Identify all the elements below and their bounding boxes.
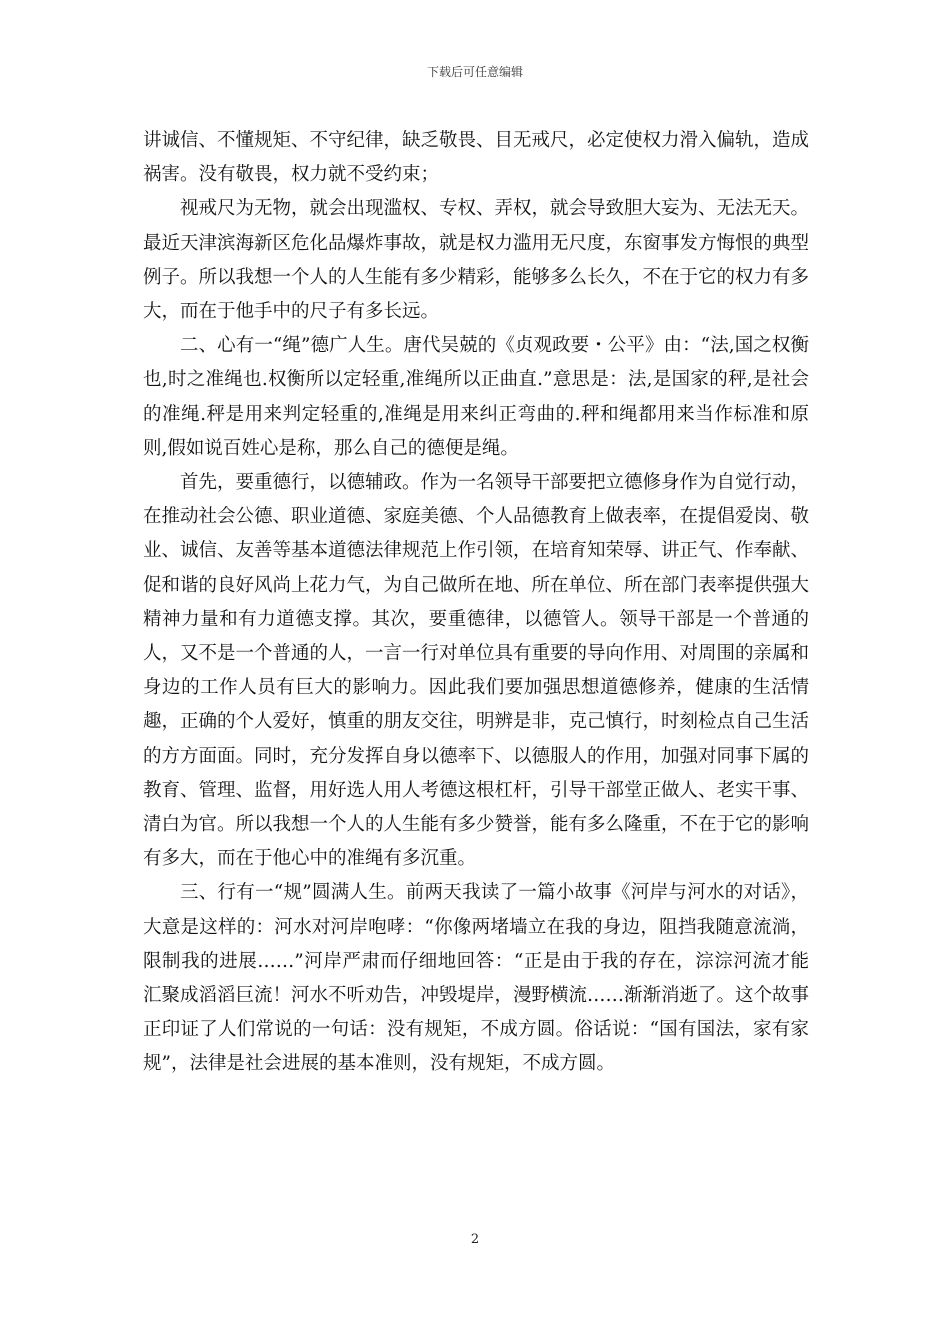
paragraph-virtue: 首先，要重德行，以德辅政。作为一名领导干部要把立德修身作为自觉行动，在推动社会公德、职业道德、家庭美德、个人品德教育上做表率，在提倡爱岗、敬业、诚信、友善等基本道德法律规范上作引领，在培育知荣辱、讲正气、作奉献、促和谐的良好风尚上花力气，为自己做所在地、所在单位、所在部门表率提供强大精神力量和有力道德支撑。其次，要重德律，以德管人。领导干部是一个普通的人，又不是一个普通的人，一言一行对单位具有重要的导向作用、对周围的亲属和身边的工作人员有巨大的影响力。因此我们要加强思想道德修养，健康的生活情趣，正确的个人爱好，慎重的朋友交往，明辨是非，克己慎行，时刻检点自己生活的方方面面。同时，充分发挥自身以德率下、以德服人的作用，加强对同事下属的教育、管理、监督，用好选人用人考德这根杠杆，引导干部堂正做人、老实干事、清白为官。所以我想一个人的人生能有多少赞誉，能有多么隆重，不在于它的影响有多大，而在于他心中的准绳有多沉重。	[143, 472, 810, 870]
paragraph-section-two: 二、心有一“绳”德广人生。唐代吴兢的《贞观政要・公平》由：“法,国之权衡也,时之准绳也.权衡所以定轻重,准绳所以正曲直.”意思是：法,是国家的秤,是社会的准绳.秤是用来判定轻重的,准绳是用来纠正弯曲的.秤和绳都用来当作标准和原则,假如说百姓心是称，那么自己的德便是绳。	[143, 335, 809, 459]
paragraph-continuation: 讲诚信、不懂规矩、不守纪律，缺乏敬畏、目无戒尺，必定使权力滑入偏轨，造成祸害。没有敬畏，权力就不受约束；	[143, 130, 810, 186]
document-body	[143, 124, 809, 1082]
paragraph-section-three: 三、行有一“规”圆满人生。前两天我读了一篇小故事《河岸与河水的对话》，大意是这样的：河水对河岸咆哮：“你像两堵墙立在我的身边，阻挡我随意流淌，限制我的进展……”河岸严肃而仔细地回答：“正是由于我的存在，淙淙河流才能汇聚成滔滔巨流！河水不听劝告，冲毁堤岸，漫野横流……渐渐消逝了。这个故事正印证了人们常说的一句话：没有规矩，不成方圆。俗话说：“国有国法，家有家规”，法律是社会进展的基本准则，没有规矩，不成方圆。	[143, 882, 810, 1075]
page-number: 2	[470, 1232, 480, 1247]
page-header: 下载后可任意编辑	[426, 65, 523, 79]
paragraph-ruler: 视戒尺为无物，就会出现滥权、专权、弄权，就会导致胆大妄为、无法无天。最近天津滨海新区危化品爆炸事故，就是权力滥用无尺度，东窗事发方悔恨的典型例子。所以我想一个人的人生能有多少精彩，能够多么长久，不在于它的权力有多大，而在于他手中的尺子有多长远。	[143, 198, 810, 323]
